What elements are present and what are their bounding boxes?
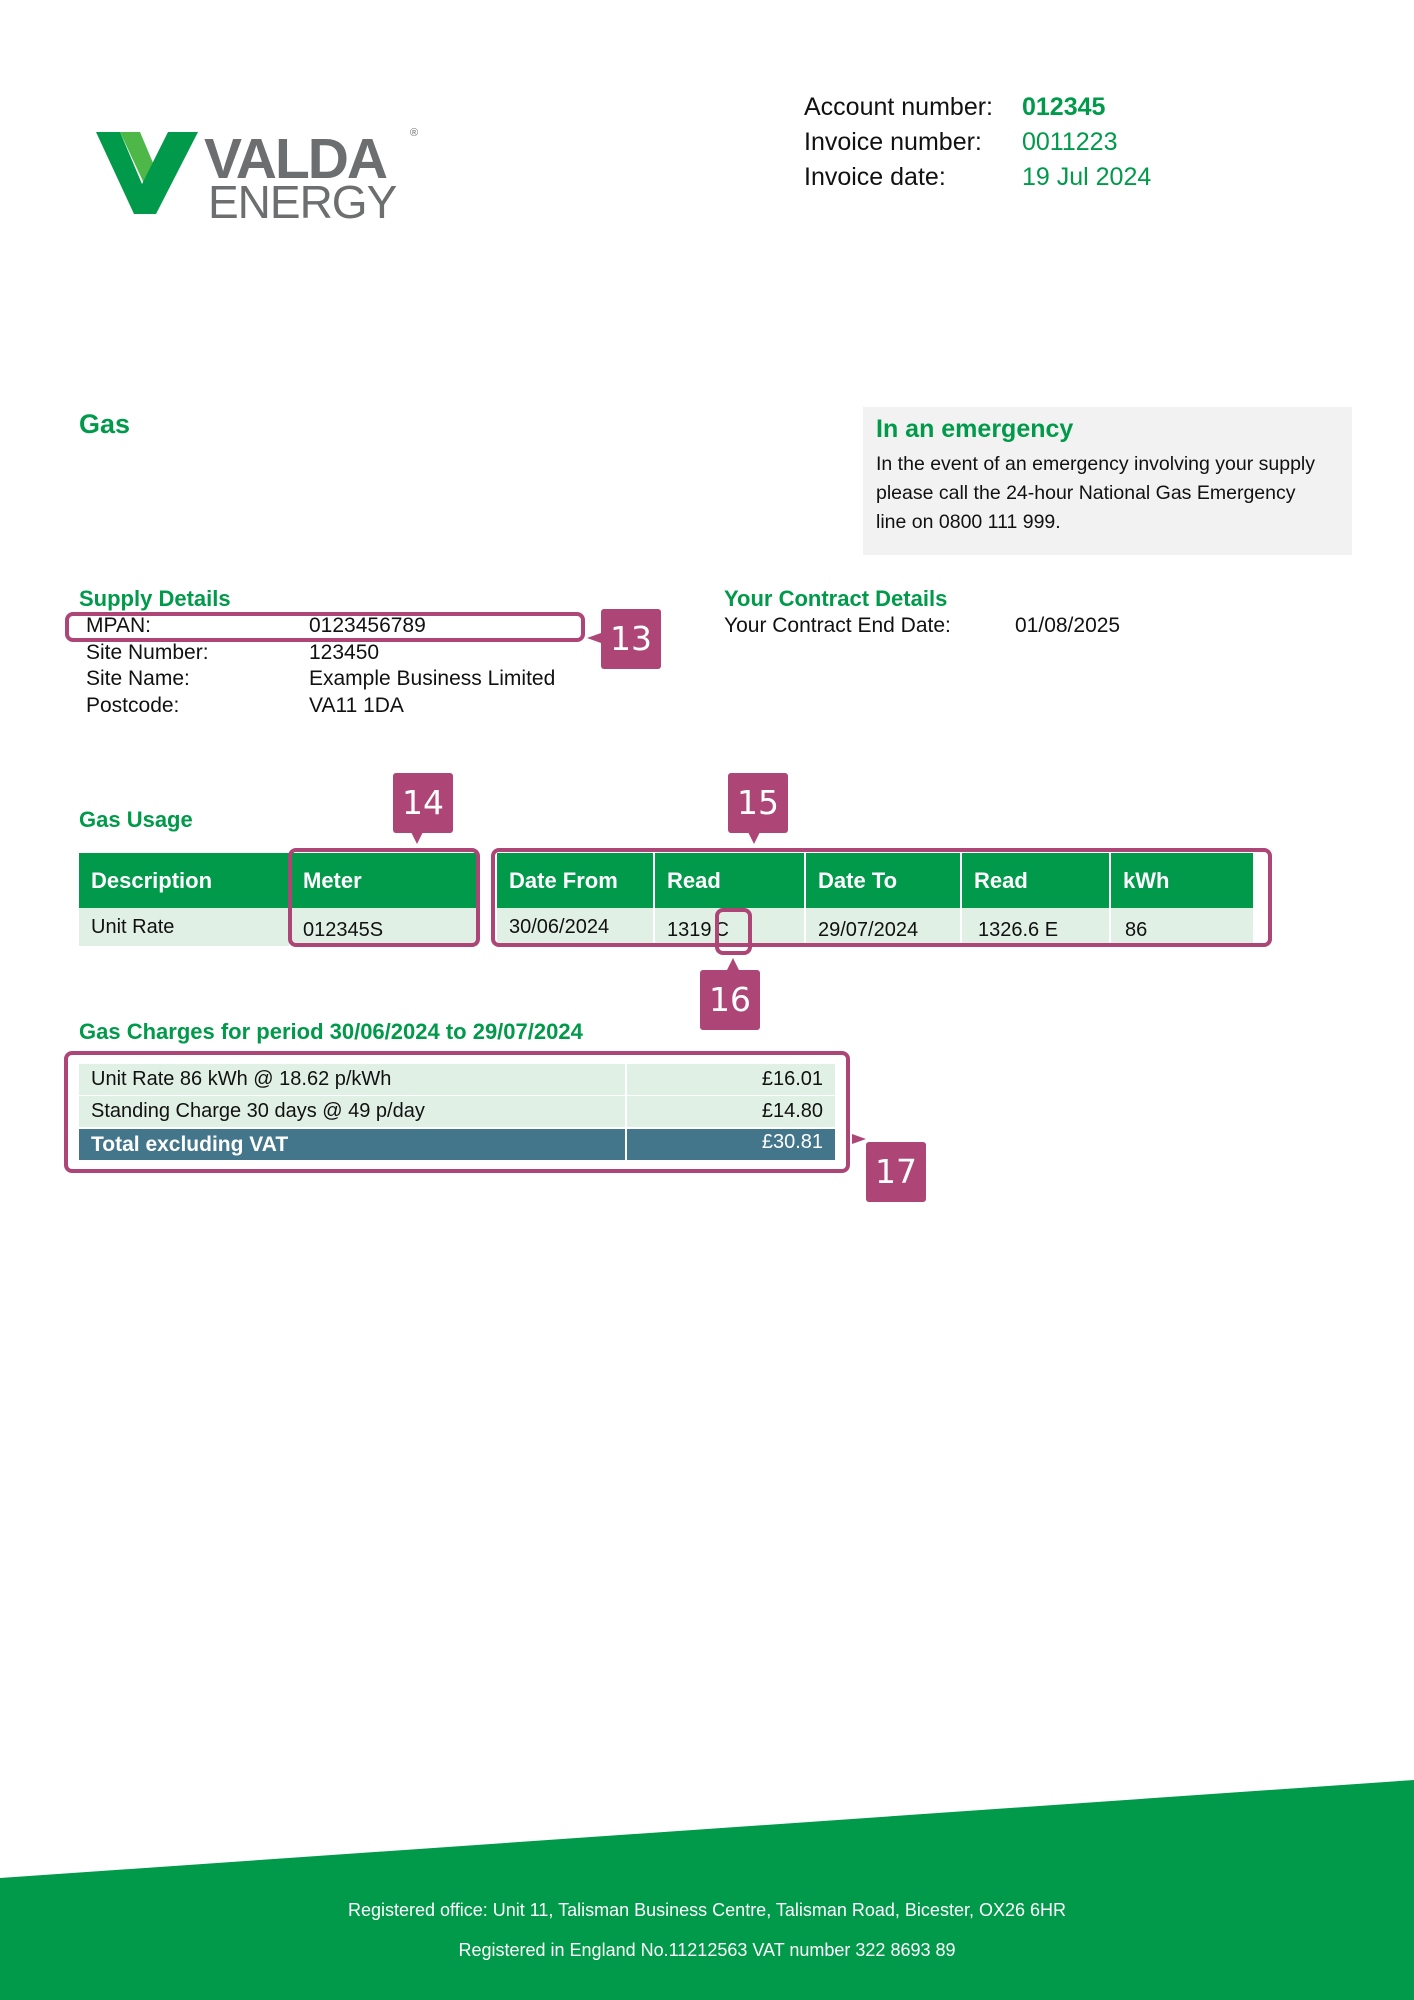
site-name-value: Example Business Limited [309, 667, 556, 690]
highlight-meter-column [288, 848, 480, 947]
header-date-to: Date To [804, 853, 960, 908]
logo-line2: ENERGY [208, 176, 397, 224]
invoice-date-value: 19 Jul 2024 [1022, 163, 1152, 191]
footer-band-shape [0, 1770, 1414, 2000]
emergency-title: In an emergency [876, 415, 1074, 443]
supply-details-title: Supply Details [79, 586, 231, 611]
logo-registered-mark: ® [410, 127, 419, 139]
charge-amount-unit-rate: £16.01 [625, 1064, 835, 1095]
contract-details-title: Your Contract Details [724, 586, 948, 611]
charge-amount-standing: £14.80 [625, 1096, 835, 1127]
pointer-15 [748, 832, 760, 844]
annotation-badge-16: 16 [700, 970, 760, 1030]
fuel-title: Gas [79, 409, 131, 439]
charge-total-amount: £30.81 [625, 1129, 835, 1160]
read-from-type: C [714, 919, 729, 941]
header-read-to: Read [960, 853, 1109, 908]
logo-line1: VALDA [204, 127, 387, 191]
pointer-16 [727, 958, 739, 970]
cell-read-to: 1326.6 E [960, 908, 1109, 946]
invoice-number-value: 0011223 [1022, 128, 1118, 156]
footer-registered-office: Registered office: Unit 11, Talisman Business Centre, Talisman Road, Bicester, OX26 6HR [347, 1900, 1066, 1920]
read-from-value: 1319 [667, 919, 712, 941]
site-number-value: 123450 [309, 641, 380, 664]
gas-usage-title: Gas Usage [79, 807, 193, 832]
contract-end-label: Your Contract End Date: [724, 614, 951, 637]
charge-row-standing: Standing Charge 30 days @ 49 p/day [79, 1096, 625, 1127]
header-date-from: Date From [497, 853, 653, 908]
invoice-date-label: Invoice date: [804, 163, 946, 191]
annotation-badge-17: 17 [866, 1142, 926, 1202]
header-description: Description [79, 853, 289, 908]
gas-charges-title: Gas Charges for period 30/06/2024 to 29/07/2024 [79, 1019, 583, 1044]
charge-total-label: Total excluding VAT [79, 1129, 625, 1160]
highlight-mpan [65, 612, 585, 642]
header-meter: Meter [291, 853, 478, 908]
pointer-13 [587, 633, 601, 643]
header-kwh: kWh [1109, 853, 1253, 908]
charge-row-unit-rate: Unit Rate 86 kWh @ 18.62 p/kWh [79, 1064, 625, 1095]
mpan-value: 0123456789 [309, 614, 426, 637]
cell-meter: 012345S [291, 908, 478, 946]
account-number-value: 012345 [1022, 93, 1106, 121]
footer-registration: Registered in England No.11212563 VAT number 322 8693 89 [458, 1940, 956, 1960]
highlight-read-type [715, 908, 752, 955]
highlight-charges [64, 1051, 850, 1173]
postcode-value: VA11 1DA [309, 694, 404, 717]
pointer-17 [852, 1134, 866, 1144]
header-read-from: Read [653, 853, 804, 908]
site-number-label: Site Number: [86, 641, 209, 664]
annotation-badge-14: 14 [393, 773, 453, 833]
emergency-text: In the event of an emergency involving your supply please call the 24-hour National Gas Emergency line on 0800 111 999. [876, 453, 1316, 533]
footer [0, 1770, 1414, 2000]
valda-energy-logo [96, 122, 426, 224]
site-name-label: Site Name: [86, 667, 190, 690]
account-number-label: Account number: [804, 93, 993, 121]
cell-date-to: 29/07/2024 [804, 908, 960, 946]
mpan-label: MPAN: [86, 614, 151, 637]
cell-description: Unit Rate [79, 908, 289, 946]
cell-date-from: 30/06/2024 [497, 908, 653, 946]
pointer-14 [411, 832, 423, 844]
invoice-number-label: Invoice number: [804, 128, 982, 156]
postcode-label: Postcode: [86, 694, 180, 717]
cell-kwh: 86 [1109, 908, 1253, 946]
annotation-badge-15: 15 [728, 773, 788, 833]
contract-end-value: 01/08/2025 [1015, 614, 1121, 637]
emergency-box [863, 407, 1352, 555]
logo-mark-icon [96, 122, 426, 224]
highlight-readings [491, 848, 1272, 947]
annotation-badge-13: 13 [601, 609, 661, 669]
